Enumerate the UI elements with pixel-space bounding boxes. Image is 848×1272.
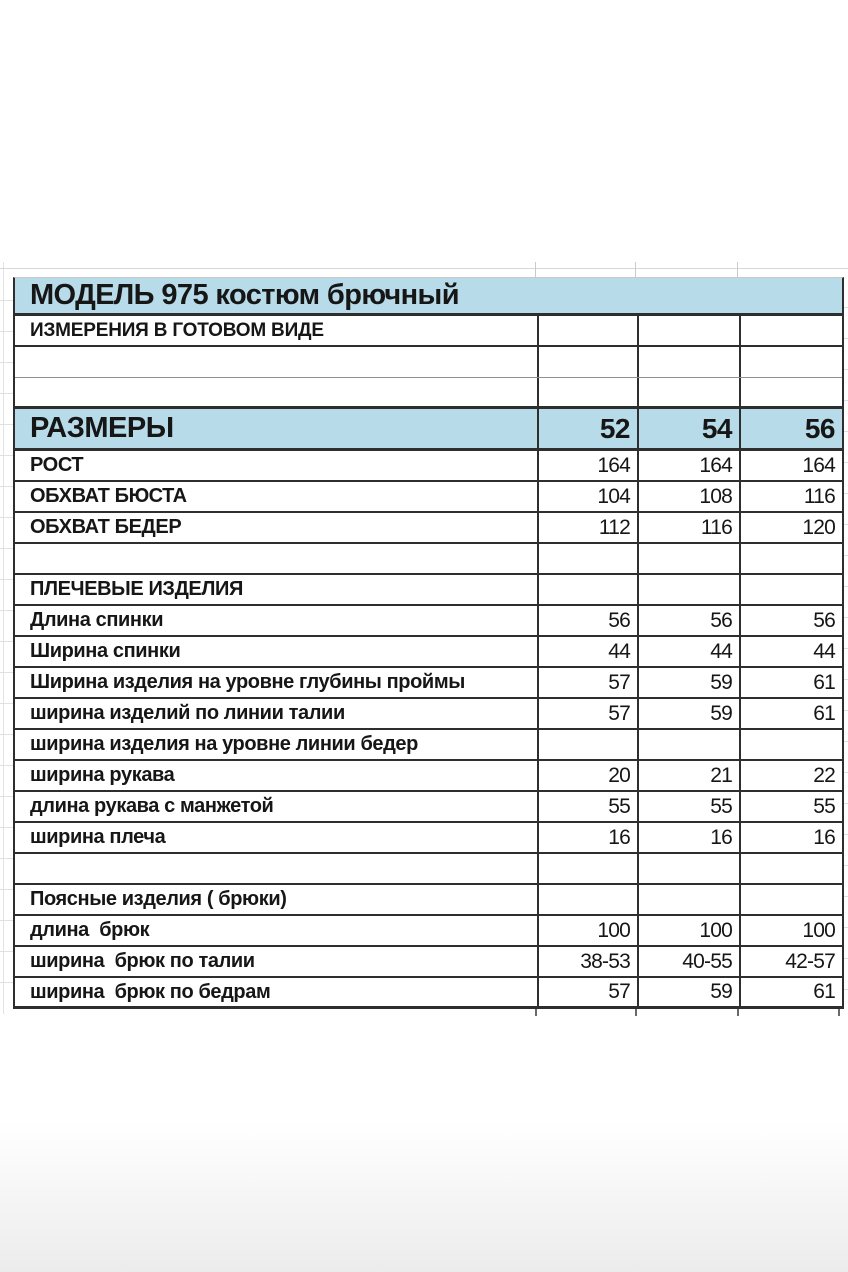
value-cell <box>537 730 637 759</box>
spacer-row <box>15 544 842 575</box>
column-gridline-stub <box>635 262 636 277</box>
value-cell <box>637 316 739 345</box>
value-cell <box>739 347 842 377</box>
value-cell: 55 <box>537 792 637 821</box>
row-label: РОСТ <box>30 454 84 476</box>
size-header-cell: 52 <box>537 409 637 448</box>
value-cell: 100 <box>537 916 637 945</box>
section-header-row <box>15 885 842 916</box>
spacer-row <box>15 347 842 378</box>
table-title-row <box>15 278 842 316</box>
column-gridline-stub <box>635 1008 637 1016</box>
row-label: ширина изделий по линии талии <box>30 702 345 724</box>
section-label: ПЛЕЧЕВЫЕ ИЗДЕЛИЯ <box>30 578 243 600</box>
row-label: Ширина спинки <box>30 640 181 662</box>
size-header-cell: 56 <box>739 409 842 448</box>
value-cell: 164 <box>537 451 637 480</box>
row-label: ширина рукава <box>30 764 175 786</box>
value-cell: 16 <box>537 823 637 852</box>
value-cell <box>637 730 739 759</box>
row-label <box>15 347 537 377</box>
value-cell: 55 <box>739 792 842 821</box>
value-cell <box>637 378 739 406</box>
value-cell: 164 <box>637 451 739 480</box>
value-cell <box>637 575 739 604</box>
value-cell: 38-53 <box>537 947 637 976</box>
value-cell: 40-55 <box>637 947 739 976</box>
column-gridline-stub <box>535 1008 537 1016</box>
value-cell: 164 <box>739 451 842 480</box>
value-cell: 59 <box>637 978 739 1006</box>
sizes-header-row <box>15 409 842 451</box>
measurement-row <box>15 668 842 699</box>
value-cell <box>739 378 842 406</box>
value-cell <box>537 316 637 345</box>
row-label: ширина изделия на уровне линии бедер <box>30 733 418 755</box>
row-label: ОБХВАТ БЮСТА <box>30 485 187 507</box>
value-cell: 16 <box>637 823 739 852</box>
value-cell <box>637 854 739 883</box>
row-label <box>15 378 537 406</box>
row-label: Ширина изделия на уровне глубины проймы <box>30 671 465 693</box>
value-cell: 100 <box>739 916 842 945</box>
measurement-row <box>15 947 842 978</box>
column-gridline-stub <box>535 262 536 277</box>
value-cell: 104 <box>537 482 637 511</box>
value-cell <box>739 854 842 883</box>
value-cell: 57 <box>537 668 637 697</box>
value-cell <box>537 854 637 883</box>
row-label: Длина спинки <box>30 609 164 631</box>
value-cell <box>637 347 739 377</box>
row-label: ИЗМЕРЕНИЯ В ГОТОВОМ ВИДЕ <box>30 319 324 341</box>
value-cell: 16 <box>739 823 842 852</box>
row-label: ОБХВАТ БЕДЕР <box>30 516 182 538</box>
measurement-row <box>15 637 842 668</box>
value-cell: 61 <box>739 668 842 697</box>
value-cell: 20 <box>537 761 637 790</box>
value-cell: 59 <box>637 668 739 697</box>
value-cell: 100 <box>637 916 739 945</box>
photo-bottom-fade <box>0 1122 848 1272</box>
value-cell: 61 <box>739 699 842 728</box>
measurement-row <box>15 513 842 544</box>
value-cell <box>637 544 739 573</box>
sheet-gridline-top <box>0 268 848 269</box>
value-cell: 21 <box>637 761 739 790</box>
value-cell: 56 <box>537 606 637 635</box>
value-cell: 44 <box>637 637 739 666</box>
row-label: длина рукава с манжетой <box>30 795 274 817</box>
value-cell <box>739 544 842 573</box>
value-cell <box>739 730 842 759</box>
row-label <box>15 854 537 883</box>
value-cell: 42-57 <box>739 947 842 976</box>
value-cell <box>537 575 637 604</box>
measurement-row <box>15 978 842 1009</box>
value-cell <box>739 316 842 345</box>
row-label: длина брюк <box>30 919 150 941</box>
value-cell: 56 <box>739 606 842 635</box>
subtitle-row <box>15 316 842 347</box>
value-cell <box>537 347 637 377</box>
value-cell: 22 <box>739 761 842 790</box>
measurement-row <box>15 451 842 482</box>
table-title: МОДЕЛЬ 975 костюм брючный <box>30 279 459 311</box>
spacer-row <box>15 378 842 409</box>
value-cell: 55 <box>637 792 739 821</box>
value-cell: 112 <box>537 513 637 542</box>
column-gridline-stub <box>838 1008 840 1016</box>
value-cell: 61 <box>739 978 842 1006</box>
value-cell <box>637 885 739 914</box>
size-header-cell: 54 <box>637 409 739 448</box>
column-gridline-stub <box>737 262 738 277</box>
value-cell: 44 <box>537 637 637 666</box>
value-cell <box>537 885 637 914</box>
row-label: РАЗМЕРЫ <box>30 412 174 444</box>
sheet-gridlines-left-margin <box>0 270 13 1012</box>
row-label: ширина брюк по бедрам <box>30 980 271 1003</box>
measurement-row <box>15 699 842 730</box>
value-cell: 56 <box>637 606 739 635</box>
row-label <box>15 544 537 573</box>
size-chart-table <box>13 277 844 1009</box>
section-header-row <box>15 575 842 606</box>
measurement-row <box>15 761 842 792</box>
measurement-row <box>15 916 842 947</box>
value-cell <box>739 885 842 914</box>
value-cell: 116 <box>637 513 739 542</box>
value-cell <box>537 544 637 573</box>
value-cell: 59 <box>637 699 739 728</box>
measurement-row <box>15 730 842 761</box>
spacer-row <box>15 854 842 885</box>
value-cell: 108 <box>637 482 739 511</box>
column-gridline-stub <box>737 1008 739 1016</box>
measurement-row <box>15 823 842 854</box>
value-cell: 116 <box>739 482 842 511</box>
value-cell: 120 <box>739 513 842 542</box>
section-label: Поясные изделия ( брюки) <box>30 888 287 910</box>
value-cell <box>537 378 637 406</box>
measurement-row <box>15 482 842 513</box>
row-label: ширина брюк по талии <box>30 950 255 972</box>
measurement-row <box>15 606 842 637</box>
value-cell: 44 <box>739 637 842 666</box>
measurement-row <box>15 792 842 823</box>
row-label: ширина плеча <box>30 826 166 848</box>
value-cell: 57 <box>537 699 637 728</box>
value-cell: 57 <box>537 978 637 1006</box>
value-cell <box>739 575 842 604</box>
